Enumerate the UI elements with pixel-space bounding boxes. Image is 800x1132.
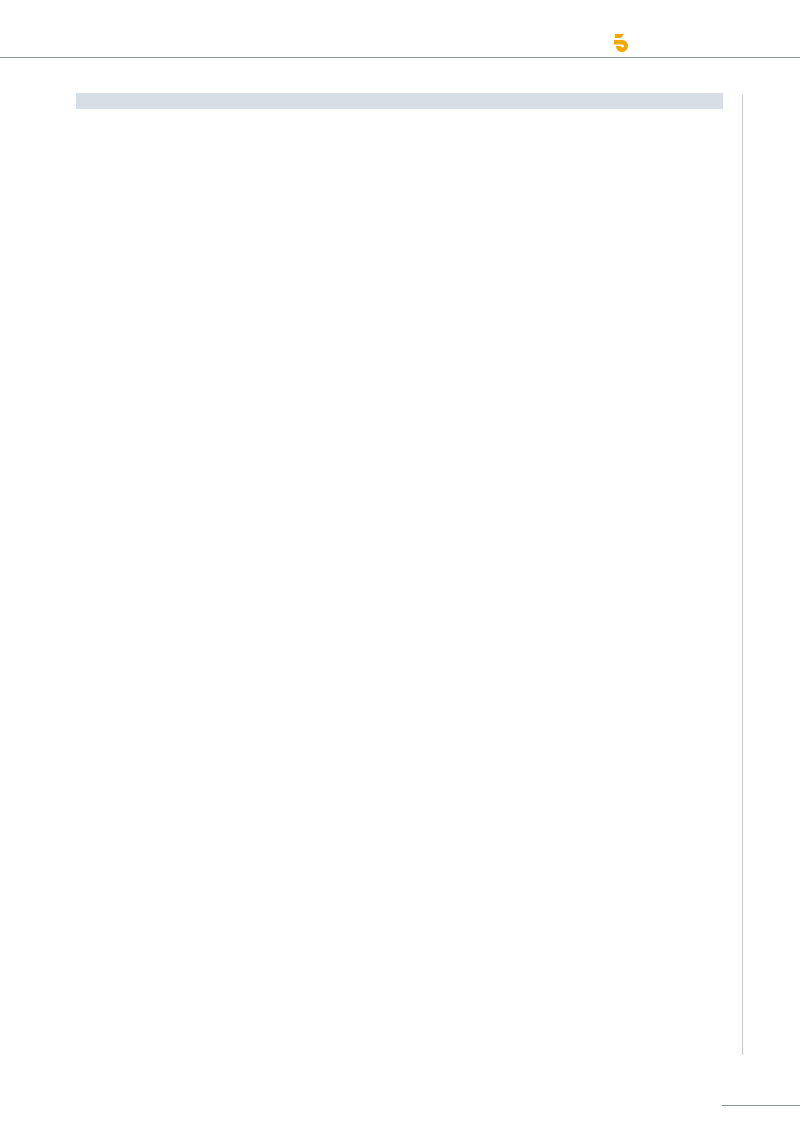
section-band — [76, 93, 723, 109]
brand-logo — [612, 28, 638, 54]
osawa-logo-icon — [612, 30, 634, 52]
footer-rule — [722, 1105, 800, 1106]
sidebar-divider — [742, 95, 743, 1055]
header-rule — [0, 57, 800, 58]
